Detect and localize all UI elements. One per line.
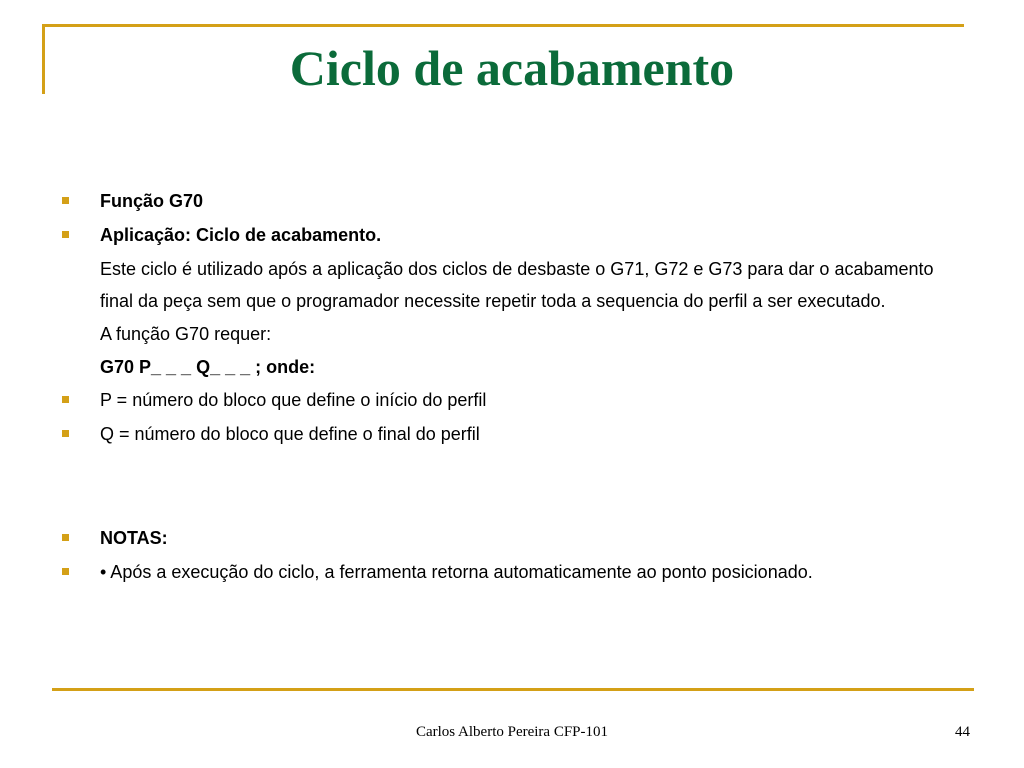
bullet-text: NOTAS: [100,528,168,548]
square-bullet-icon [62,430,69,437]
slide-title: Ciclo de acabamento [289,40,735,96]
spacer [60,451,970,521]
frame-bottom-line [52,688,974,691]
bullet-item-notas [60,521,970,555]
bullet-text: • Após a execução do ciclo, a ferramenta retorna automaticamente ao ponto posicionado. [100,562,813,582]
bullet-item-q [60,417,970,451]
square-bullet-icon [62,396,69,403]
page-number: 44 [955,724,970,740]
footer-author: Carlos Alberto Pereira CFP-101 [415,724,609,740]
bullet-item-funcao [60,184,970,218]
square-bullet-icon [62,568,69,575]
bullet-item-aplicacao [60,218,970,252]
bullet-text: P = número do bloco que define o início do perfil [100,390,487,410]
paragraph-description: Este ciclo é utilizado após a aplicação dos ciclos de desbaste o G71, G72 e G73 para dar o acabamento final da peça sem que o programador necessite repetir toda a sequencia do perfil a ser executado. [100,259,934,311]
square-bullet-icon [62,534,69,541]
square-bullet-icon [62,231,69,238]
bullet-text: Função G70 [100,191,204,211]
paragraph-requer: A função G70 requer: [100,324,272,344]
bullet-text: Q = número do bloco que define o final do perfil [100,424,480,444]
paragraph-syntax: G70 P_ _ _ Q_ _ _ ; onde: [100,357,316,377]
square-bullet-icon [62,197,69,204]
slide-content [60,184,970,589]
bullet-item-nota-1 [60,555,970,589]
bullet-text: Aplicação: Ciclo de acabamento. [100,225,382,245]
frame-top-line [42,24,964,27]
bullet-item-p [60,383,970,417]
